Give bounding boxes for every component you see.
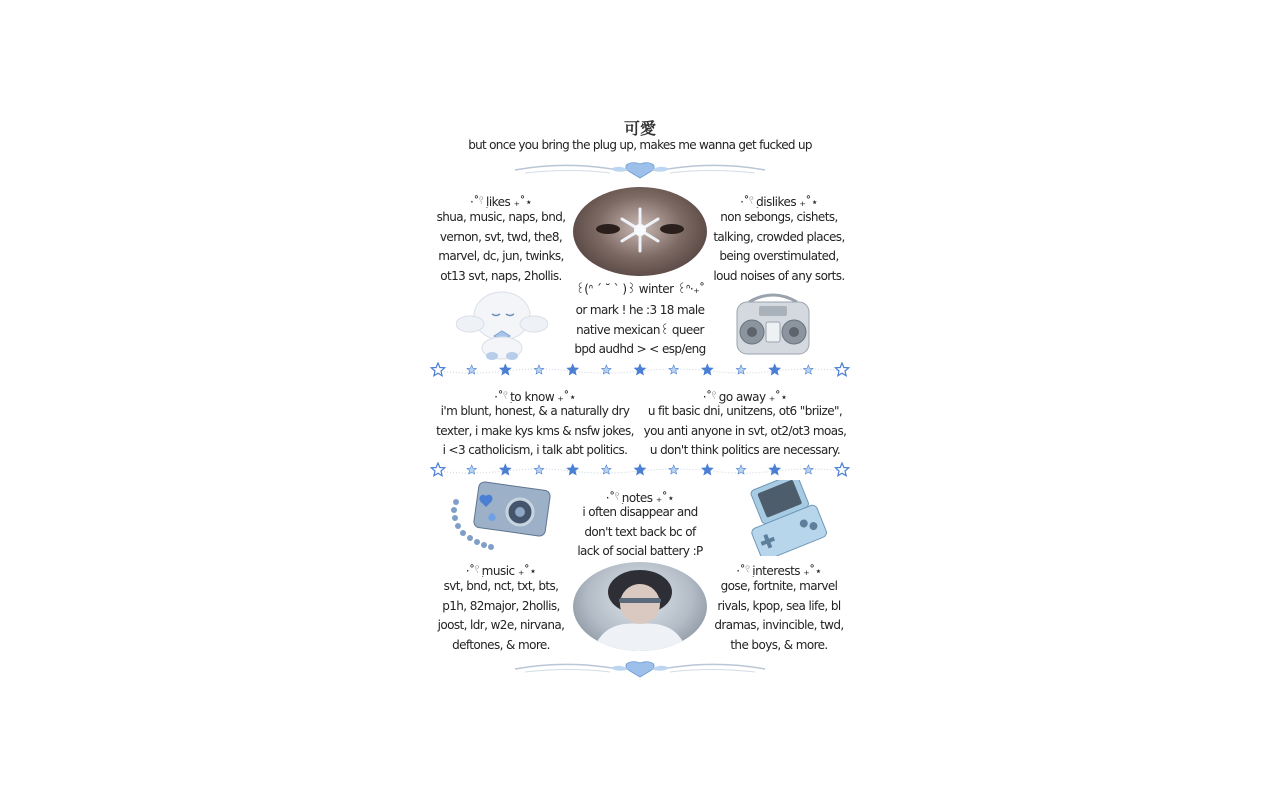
star-divider-1 bbox=[430, 362, 850, 378]
intro-heading: ꒰(ᐢ ´ ˘ ` )꒱ winter ꒰ᐢ·₊˚ bbox=[575, 282, 705, 296]
intro-line: native mexican꒰ queer bbox=[576, 322, 704, 337]
dislikes-line: being overstimulated, bbox=[719, 249, 839, 263]
star-icon bbox=[835, 463, 848, 476]
star-icon bbox=[835, 363, 848, 376]
notes-line: don't text back bc of bbox=[584, 524, 696, 539]
star-icon bbox=[769, 364, 780, 375]
go-away-list bbox=[640, 402, 850, 461]
intro-line: or mark ! he :3 18 male bbox=[575, 303, 705, 317]
to-know-list bbox=[430, 402, 640, 461]
star-icon bbox=[804, 465, 814, 474]
star-icon bbox=[634, 364, 645, 375]
music-list bbox=[430, 577, 572, 655]
interests-line: the boys, & more. bbox=[730, 637, 828, 652]
notes-line: i often disappear and bbox=[582, 505, 698, 519]
intro-block bbox=[560, 301, 720, 360]
star-icon bbox=[500, 364, 511, 375]
music-line: deftones, & more. bbox=[452, 637, 550, 652]
profile-card bbox=[430, 110, 850, 690]
portrait-bottom-image bbox=[573, 562, 707, 651]
page-title: 可愛 bbox=[623, 119, 656, 138]
star-icon bbox=[567, 464, 578, 475]
dislikes-heading: ·˚𓍢ִ dislikes ₊˚⋆ bbox=[740, 195, 818, 209]
portrait-figure-icon bbox=[573, 562, 707, 651]
star-icon bbox=[534, 365, 544, 374]
star-icon bbox=[431, 463, 444, 476]
music-line: joost, ldr, w2e, nirvana, bbox=[437, 618, 565, 632]
handheld-console-icon bbox=[730, 480, 830, 556]
star-icon bbox=[669, 365, 679, 374]
to-know-line: texter, i make kys kms & nsfw jokes, bbox=[436, 423, 634, 438]
star-divider-2 bbox=[430, 462, 850, 478]
music-heading: ·˚𓍢ִ music ₊˚⋆ bbox=[465, 564, 537, 578]
ornament-divider-top bbox=[430, 160, 850, 180]
music-line: p1h, 82major, 2hollis, bbox=[442, 598, 560, 613]
star-icon bbox=[431, 363, 444, 376]
likes-line: ot13 svt, naps, 2hollis. bbox=[440, 268, 562, 283]
star-icon bbox=[769, 464, 780, 475]
ornament-divider-bottom bbox=[430, 659, 850, 679]
star-icon bbox=[804, 365, 814, 374]
intro-line: bpd audhd > < esp/eng bbox=[574, 342, 706, 356]
go-away-line: u don't think politics are necessary. bbox=[649, 443, 841, 457]
likes-line: vernon, svt, twd, the8, bbox=[439, 229, 563, 244]
boombox-icon bbox=[735, 288, 811, 358]
star-icon bbox=[702, 464, 713, 475]
star-icon bbox=[500, 464, 511, 475]
interests-list bbox=[708, 577, 850, 655]
dislikes-line: loud noises of any sorts. bbox=[713, 268, 845, 283]
camera-icon bbox=[446, 480, 552, 556]
dislikes-line: talking, crowded places, bbox=[713, 229, 845, 244]
snowflake-icon bbox=[573, 187, 707, 276]
interests-heading: ·˚𓍢ִ interests ₊˚⋆ bbox=[736, 564, 822, 578]
star-icon bbox=[534, 465, 544, 474]
to-know-heading: ·˚𓍢ִ to know ₊˚⋆ bbox=[494, 390, 576, 404]
plush-toy-icon bbox=[456, 286, 548, 360]
dislikes-list bbox=[708, 208, 850, 286]
likes-heading: ·˚𓍢ִ likes ₊˚⋆ bbox=[470, 195, 532, 209]
likes-line: shua, music, naps, bnd, bbox=[436, 210, 566, 224]
go-away-heading: ·˚𓍢ִ go away ₊˚⋆ bbox=[702, 390, 788, 404]
go-away-line: you anti anyone in svt, ot2/ot3 moas, bbox=[643, 423, 847, 438]
notes-heading: ·˚𓍢ִ notes ₊˚⋆ bbox=[605, 491, 675, 505]
notes-line: lack of social battery :P bbox=[577, 544, 703, 558]
interests-line: rivals, kpop, sea life, bl bbox=[717, 598, 841, 613]
star-icon bbox=[669, 465, 679, 474]
interests-line: dramas, invincible, twd, bbox=[714, 618, 844, 632]
to-know-line: i'm blunt, honest, & a naturally dry bbox=[440, 404, 630, 418]
music-line: svt, bnd, nct, txt, bts, bbox=[443, 579, 559, 593]
go-away-line: u fit basic dni, unitzens, ot6 "briize", bbox=[647, 404, 843, 418]
star-icon bbox=[702, 364, 713, 375]
portrait-winter-image bbox=[573, 187, 707, 276]
dislikes-line: non sebongs, cishets, bbox=[720, 210, 838, 224]
likes-line: marvel, dc, jun, twinks, bbox=[438, 249, 564, 263]
notes-block bbox=[560, 503, 720, 562]
page-subtitle: but once you bring the plug up, makes me wanna get fucked up bbox=[468, 138, 812, 152]
to-know-line: i <3 catholicism, i talk abt politics. bbox=[442, 443, 628, 457]
star-icon bbox=[634, 464, 645, 475]
star-icon bbox=[567, 364, 578, 375]
interests-line: gose, fortnite, marvel bbox=[720, 579, 838, 593]
likes-list bbox=[430, 208, 572, 286]
